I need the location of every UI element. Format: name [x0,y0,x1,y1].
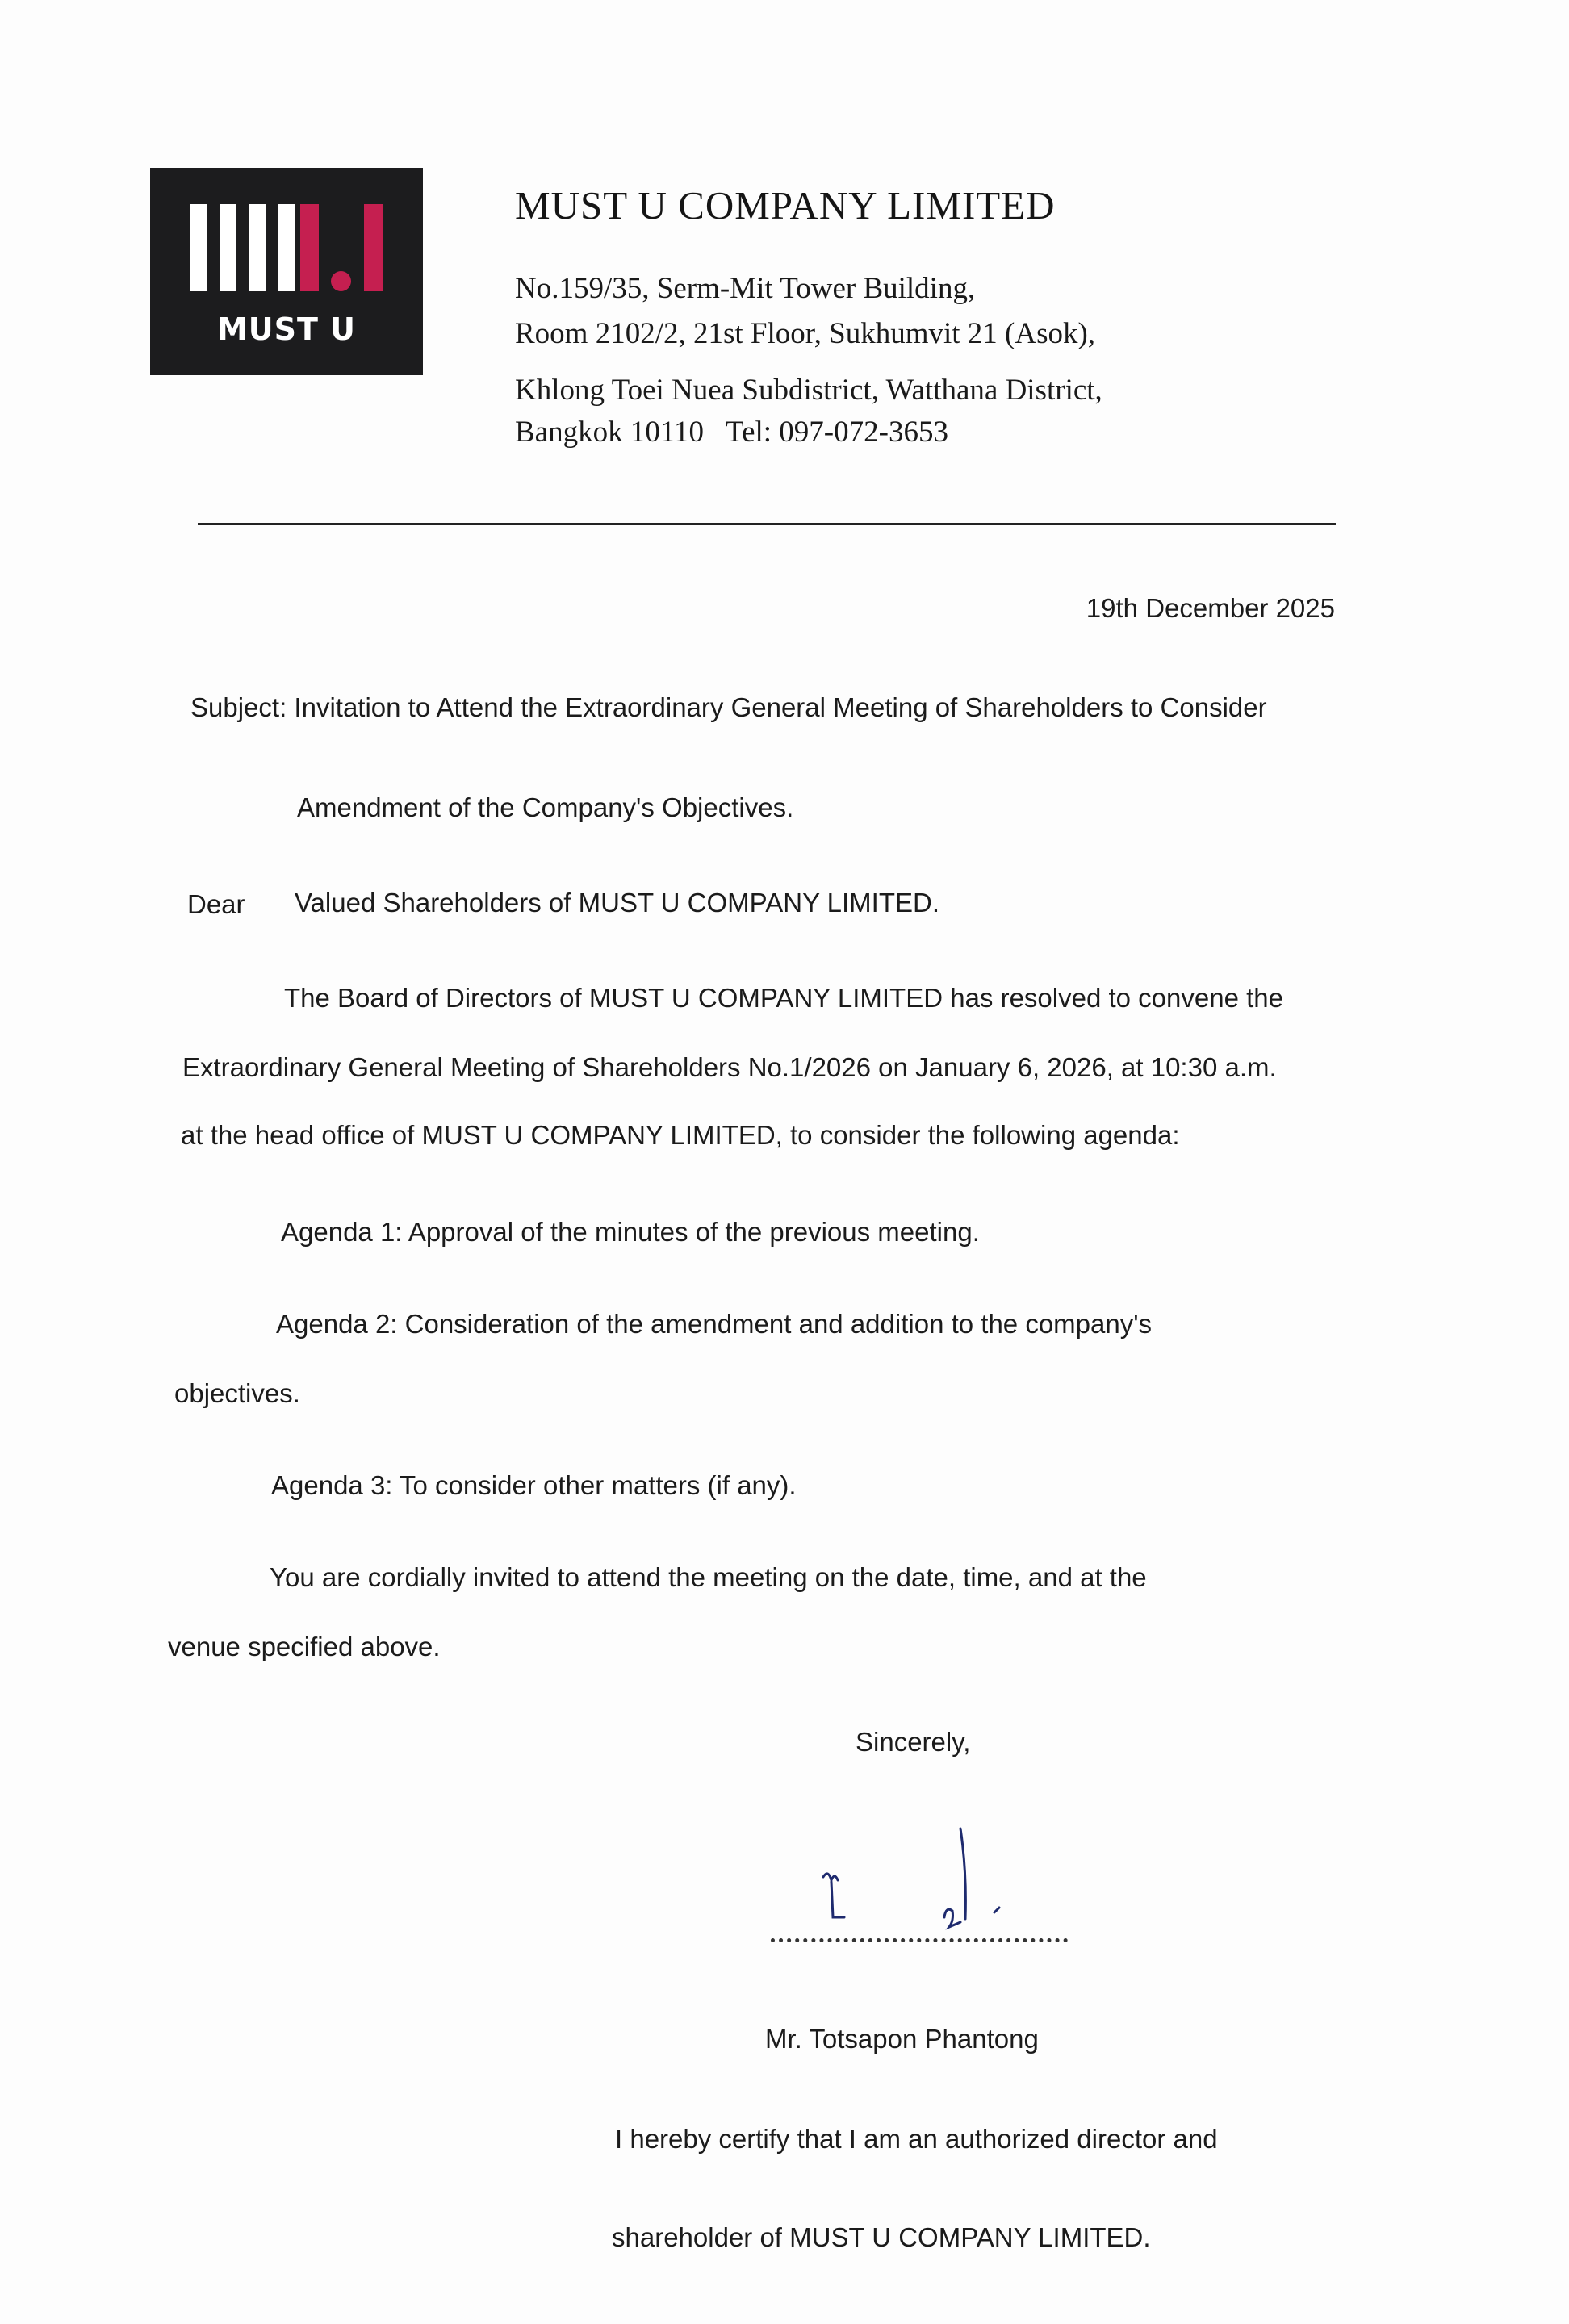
logo-dot [331,271,351,291]
logo-text: MUST U [216,311,357,347]
subject-line-1 [190,692,1267,723]
header-divider [198,523,1336,525]
subject-line-2: Amendment of the Company's Objectives. [297,792,794,822]
signature-line [771,1938,1068,1942]
certify-line-1: I hereby certify that I am an authorized director and [615,2124,1218,2154]
salutation: Dear [187,889,245,919]
logo-bar [190,204,207,291]
logo-bar-accent [364,204,383,291]
logo-bar-accent [300,204,319,291]
signatory-name: Mr. Totsapon Phantong [765,2024,1039,2054]
subject-label: Subject: [190,692,287,722]
address-line-1: No.159/35, Serm-Mit Tower Building, [515,272,976,305]
body-line-1: The Board of Directors of MUST U COMPANY LIMITED has resolved to convene the [284,983,1283,1013]
letter-date: 19th December 2025 [1086,593,1335,623]
address-line-2: Room 2102/2, 21st Floor, Sukhumvit 21 (Asok), [515,317,1096,350]
logo-bar [249,204,266,291]
invite-line-2: venue specified above. [168,1632,441,1661]
company-name: MUST U COMPANY LIMITED [515,183,1056,228]
agenda-item-3: Agenda 3: To consider other matters (if any). [271,1470,797,1500]
closing: Sincerely, [856,1727,971,1757]
address-line-3: Khlong Toei Nuea Subdistrict, Watthana District, [515,374,1102,407]
subject-text: Invitation to Attend the Extraordinary General Meeting of Shareholders to Consider [294,692,1267,722]
body-line-3: at the head office of MUST U COMPANY LIMITED, to consider the following agenda: [181,1120,1180,1150]
certify-line-2: shareholder of MUST U COMPANY LIMITED. [612,2222,1151,2252]
agenda-item-2-cont: objectives. [174,1378,300,1408]
address-line-4: Bangkok 10110 Tel: 097-072-3653 [515,416,948,449]
company-logo [150,168,423,375]
logo-bar [220,204,236,291]
agenda-item-2: Agenda 2: Consideration of the amendment and addition to the company's [276,1309,1153,1339]
body-line-2: Extraordinary General Meeting of Shareholders No.1/2026 on January 6, 2026, at 10:30 a.m. [182,1052,1277,1082]
signature-mark [807,1816,1049,1937]
salutation-recipient: Valued Shareholders of MUST U COMPANY LIMITED. [295,888,940,917]
invite-line-1: You are cordially invited to attend the meeting on the date, time, and at the [270,1562,1147,1592]
agenda-item-1: Agenda 1: Approval of the minutes of the previous meeting. [281,1217,980,1247]
logo-bar [278,204,295,291]
